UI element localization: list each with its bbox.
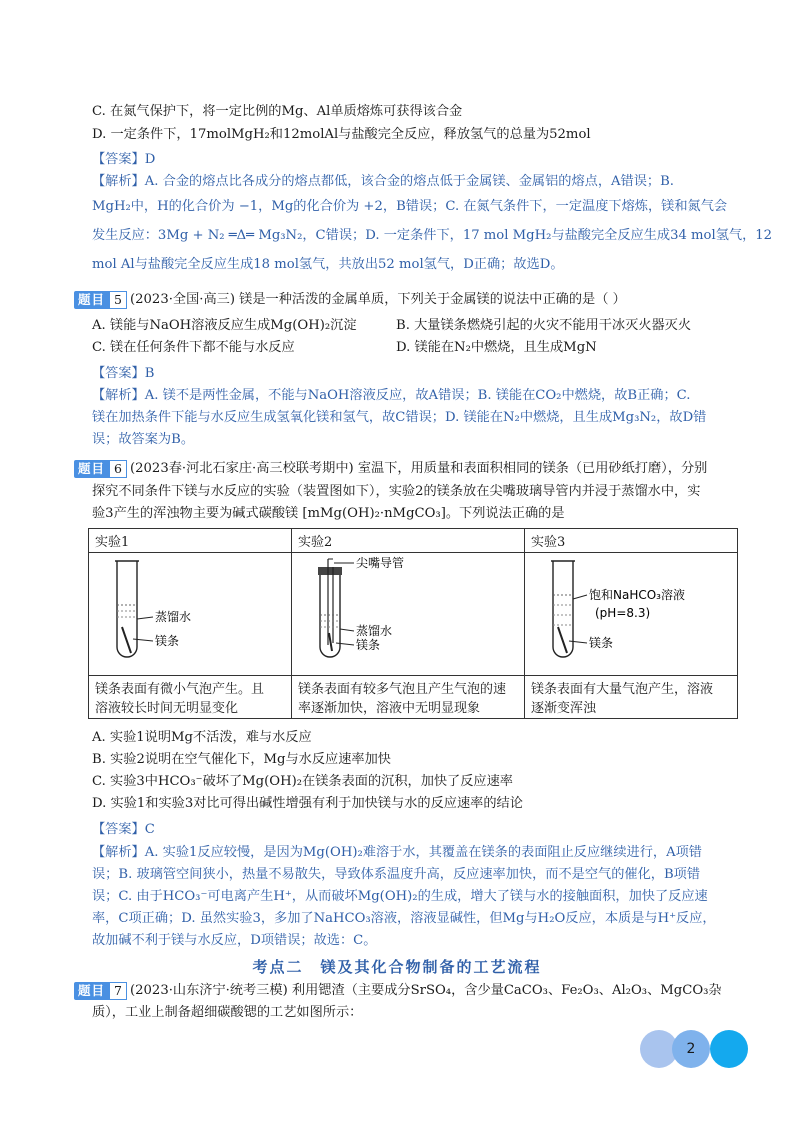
q4-explain-3: 发生反应：3Mg + N₂ ═Δ═ Mg₃N₂，C错误；D. 一定条件下，17 mol MgH₂与盐酸完全反应生成34 mol氢气，12 [92, 228, 773, 243]
badge-label: 题目 [74, 460, 109, 478]
q5-explain-3: 误；故答案为B。 [92, 432, 195, 447]
q5-answer: 【答案】B [92, 366, 155, 381]
q4-option-c: C. 在氮气保护下，将一定比例的Mg、Al单质熔炼可获得该合金 [92, 104, 463, 119]
q5-explain-2: 镁在加热条件下能与水反应生成氢氧化镁和氢气，故C错误；D. 镁能在N₂中燃烧，且生成Mg₃N₂，故D错 [92, 410, 707, 425]
q4-explain-1: 【解析】A. 合金的熔点比各成分的熔点都低，该合金的熔点低于金属镁、金属铝的熔点，A错误；B. [92, 174, 674, 189]
q6-explain-5: 故加碱不利于镁与水反应，D项错误；故选：C。 [92, 933, 377, 948]
q6-option-d: D. 实验1和实验3对比可得出碱性增强有利于加快镁与水的反应速率的结论 [92, 796, 523, 811]
q6-option-b: B. 实验2说明在空气催化下，Mg与水反应速率加快 [92, 752, 391, 767]
page-number: 2 [672, 1030, 710, 1068]
diagram-exp1 [89, 553, 292, 676]
q5-option-c: C. 镁在任何条件下都不能与水反应 [92, 340, 295, 355]
q5-option-b: B. 大量镁条燃烧引起的火灾不能用干冰灭火器灭火 [396, 318, 692, 333]
result-exp2-line1: 镁条表面有较多气泡且产生气泡的速 [298, 682, 507, 697]
label-strip-2: 镁条 [356, 638, 381, 652]
result-exp3-line1: 镁条表面有大量气泡产生，溶液 [531, 682, 714, 697]
q6-option-a: A. 实验1说明Mg不活泼，难与水反应 [92, 730, 312, 745]
q5-number: 5 [109, 291, 127, 309]
q7-number: 7 [109, 982, 127, 1000]
label-solution: 饱和NaHCO₃溶液 [589, 588, 685, 602]
label-water-1: 蒸馏水 [155, 610, 192, 624]
test-tube-diagram-3 [531, 555, 731, 673]
badge-label: 题目 [74, 982, 109, 1000]
q6-explain-4: 率，C项正确；D. 虽然实验3，多加了NaHCO₃溶液，溶液显碱性，但Mg与H₂O反应，本质是与H⁺反应， [92, 911, 716, 926]
q6-stem-2: 探究不同条件下镁与水反应的实验（装置图如下），实验2的镁条放在尖嘴玻璃导管内并浸于蒸馏水中，实 [92, 484, 701, 499]
q6-stem-1: (2023春·河北石家庄·高三校联考期中) 室温下，用质量和表面积相同的镁条（已用砂纸打磨），分别 [130, 461, 708, 476]
q5-stem: (2023·全国·高三) 镁是一种活泼的金属单质，下列关于金属镁的说法中正确的是（ ） [130, 292, 626, 307]
diagram-exp2 [292, 553, 525, 676]
q6-explain-2: 误；B. 玻璃管空间狭小，热量不易散失，导致体系温度升高，反应速率加快，而不是空气的催化，B项错 [92, 867, 701, 882]
q6-explain-1: 【解析】A. 实验1反应较慢，是因为Mg(OH)₂难溶于水，其覆盖在镁条的表面阻止反应继续进行，A项错 [92, 845, 702, 860]
q5-option-a: A. 镁能与NaOH溶液反应生成Mg(OH)₂沉淀 [92, 318, 357, 333]
q4-option-d: D. 一定条件下，17molMgH₂和12molAl与盐酸完全反应，释放氢气的总量为52mol [92, 127, 591, 142]
table-header-3: 实验3 [525, 529, 738, 553]
result-exp3 [525, 676, 738, 719]
result-exp1-line2: 溶液较长时间无明显变化 [95, 701, 239, 716]
q7-stem-2: 质），工业上制备超细碳酸锶的工艺如图所示： [92, 1005, 363, 1020]
label-strip-3: 镁条 [589, 636, 614, 650]
test-tube-diagram-2 [298, 555, 518, 673]
q4-explain-4: mol Al与盐酸完全反应生成18 mol氢气，共放出52 mol氢气，D正确；故选D。 [92, 257, 564, 272]
q6-badge [74, 460, 127, 478]
experiment-table [88, 528, 738, 719]
result-exp1 [89, 676, 292, 719]
label-strip-1: 镁条 [155, 634, 180, 648]
q5-option-d: D. 镁能在N₂中燃烧，且生成MgN [396, 340, 597, 355]
label-nozzle-tube: 尖嘴导管 [356, 556, 405, 570]
table-header-2: 实验2 [292, 529, 525, 553]
diagram-exp3 [525, 553, 738, 676]
q4-explain-2: MgH₂中，H的化合价为 −1，Mg的化合价为 +2，B错误；C. 在氮气条件下，一定温度下熔炼，镁和氮气会 [92, 199, 728, 214]
result-exp3-line2: 逐渐变浑浊 [531, 701, 597, 716]
q6-number: 6 [109, 460, 127, 478]
section-title: 考点二 镁及其化合物制备的工艺流程 [252, 958, 542, 976]
q5-explain-1: 【解析】A. 镁不是两性金属，不能与NaOH溶液反应，故A错误；B. 镁能在CO₂中燃烧，故B正确；C. [92, 388, 691, 403]
result-exp2-line2: 率逐渐加快，溶液中无明显现象 [298, 701, 481, 716]
label-ph: (pH=8.3) [595, 606, 651, 620]
q6-stem-3: 验3产生的浑浊物主要为碱式碳酸镁 [mMg(OH)₂·nMgCO₃]。下列说法正确的是 [92, 506, 565, 521]
q7-badge [74, 982, 127, 1000]
table-header-1: 实验1 [89, 529, 292, 553]
q4-answer: 【答案】D [92, 152, 156, 167]
label-water-2: 蒸馏水 [356, 624, 393, 638]
result-exp1-line1: 镁条表面有微小气泡产生。且 [95, 682, 265, 697]
q6-explain-3: 误；C. 由于HCO₃⁻可电离产生H⁺，从而破坏Mg(OH)₂的生成，增大了镁与水的接触面积，加快了反应速 [92, 889, 708, 904]
q6-option-c: C. 实验3中HCO₃⁻破坏了Mg(OH)₂在镁条表面的沉积，加快了反应速率 [92, 774, 513, 789]
test-tube-diagram-1 [95, 555, 285, 673]
decor-circle-3 [710, 1030, 748, 1068]
q5-badge [74, 291, 127, 309]
q6-answer: 【答案】C [92, 822, 155, 837]
badge-label: 题目 [74, 291, 109, 309]
result-exp2 [292, 676, 525, 719]
q7-stem-1: (2023·山东济宁·统考三模) 利用锶渣（主要成分SrSO₄，含少量CaCO₃、Fe₂O₃、Al₂O₃、MgCO₃杂 [130, 983, 722, 998]
